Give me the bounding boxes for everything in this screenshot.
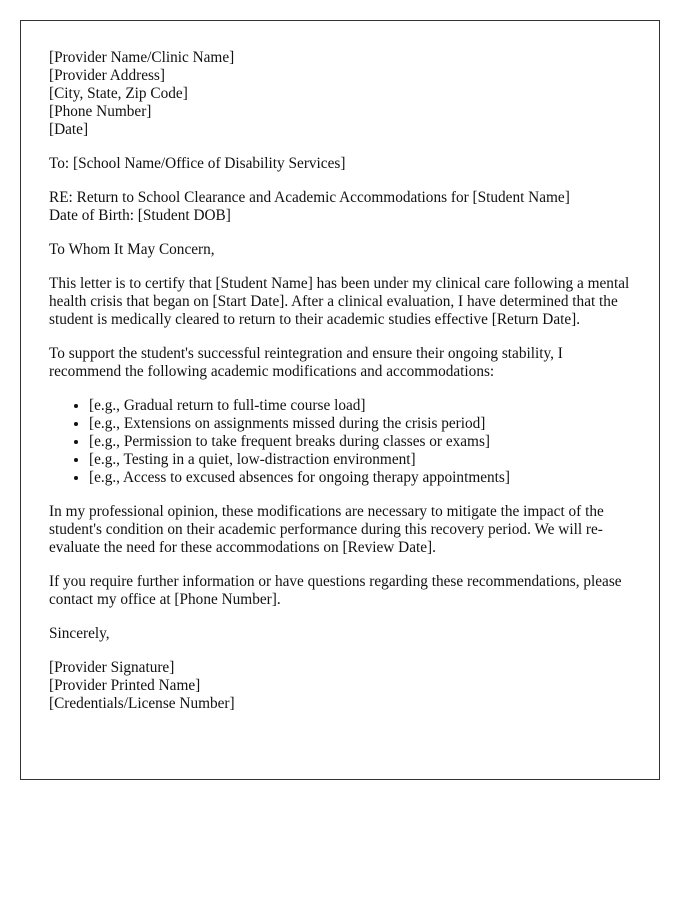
signature-block [49,659,630,713]
recommendation-intro-paragraph: To support the student's successful reintegration and ensure their ongoing stability, I recommend the following academic modifications and accommodations: [49,345,563,380]
list-item: • [e.g., Permission to take frequent breaks during classes or exams] [89,433,630,451]
provider-city-state-zip: [City, State, Zip Code] [49,85,188,102]
list-item: • [e.g., Access to excused absences for ongoing therapy appointments] [89,469,630,487]
professional-opinion-paragraph: In my professional opinion, these modifications are necessary to mitigate the impact of the student's condition on their academic performance during this recovery period. We will re-evaluate the need for these accommodations on [Review Date]. [49,503,604,556]
provider-phone: [Phone Number] [49,103,152,120]
date-of-birth-line: Date of Birth: [Student DOB] [49,207,231,224]
list-item: • [e.g., Extensions on assignments missed during the crisis period] [89,415,630,433]
provider-printed-name: [Provider Printed Name] [49,677,201,694]
provider-name: [Provider Name/Clinic Name] [49,49,235,66]
certification-paragraph: This letter is to certify that [Student Name] has been under my clinical care following a mental health crisis that began on [Start Date]. After a clinical evaluation, I have determined that the student is medically cleared to return to their academic studies effective [Return Date]. [49,275,630,328]
provider-address: [Provider Address] [49,67,165,84]
closing: Sincerely, [49,625,110,642]
accommodations-list [49,397,630,487]
recipient-line: To: [School Name/Office of Disability Services] [49,155,346,172]
provider-header [49,49,630,139]
salutation: To Whom It May Concern, [49,241,215,258]
letter-date: [Date] [49,121,89,138]
subject-block [49,189,630,225]
provider-signature: [Provider Signature] [49,659,175,676]
provider-credentials: [Credentials/License Number] [49,695,235,712]
letter-document [20,20,660,780]
list-item: • [e.g., Gradual return to full-time course load] [89,397,630,415]
contact-paragraph: If you require further information or have questions regarding these recommendations, please contact my office at [Phone Number]. [49,573,622,608]
subject-line: RE: Return to School Clearance and Academic Accommodations for [Student Name] [49,189,570,206]
list-item: • [e.g., Testing in a quiet, low-distraction environment] [89,451,630,469]
